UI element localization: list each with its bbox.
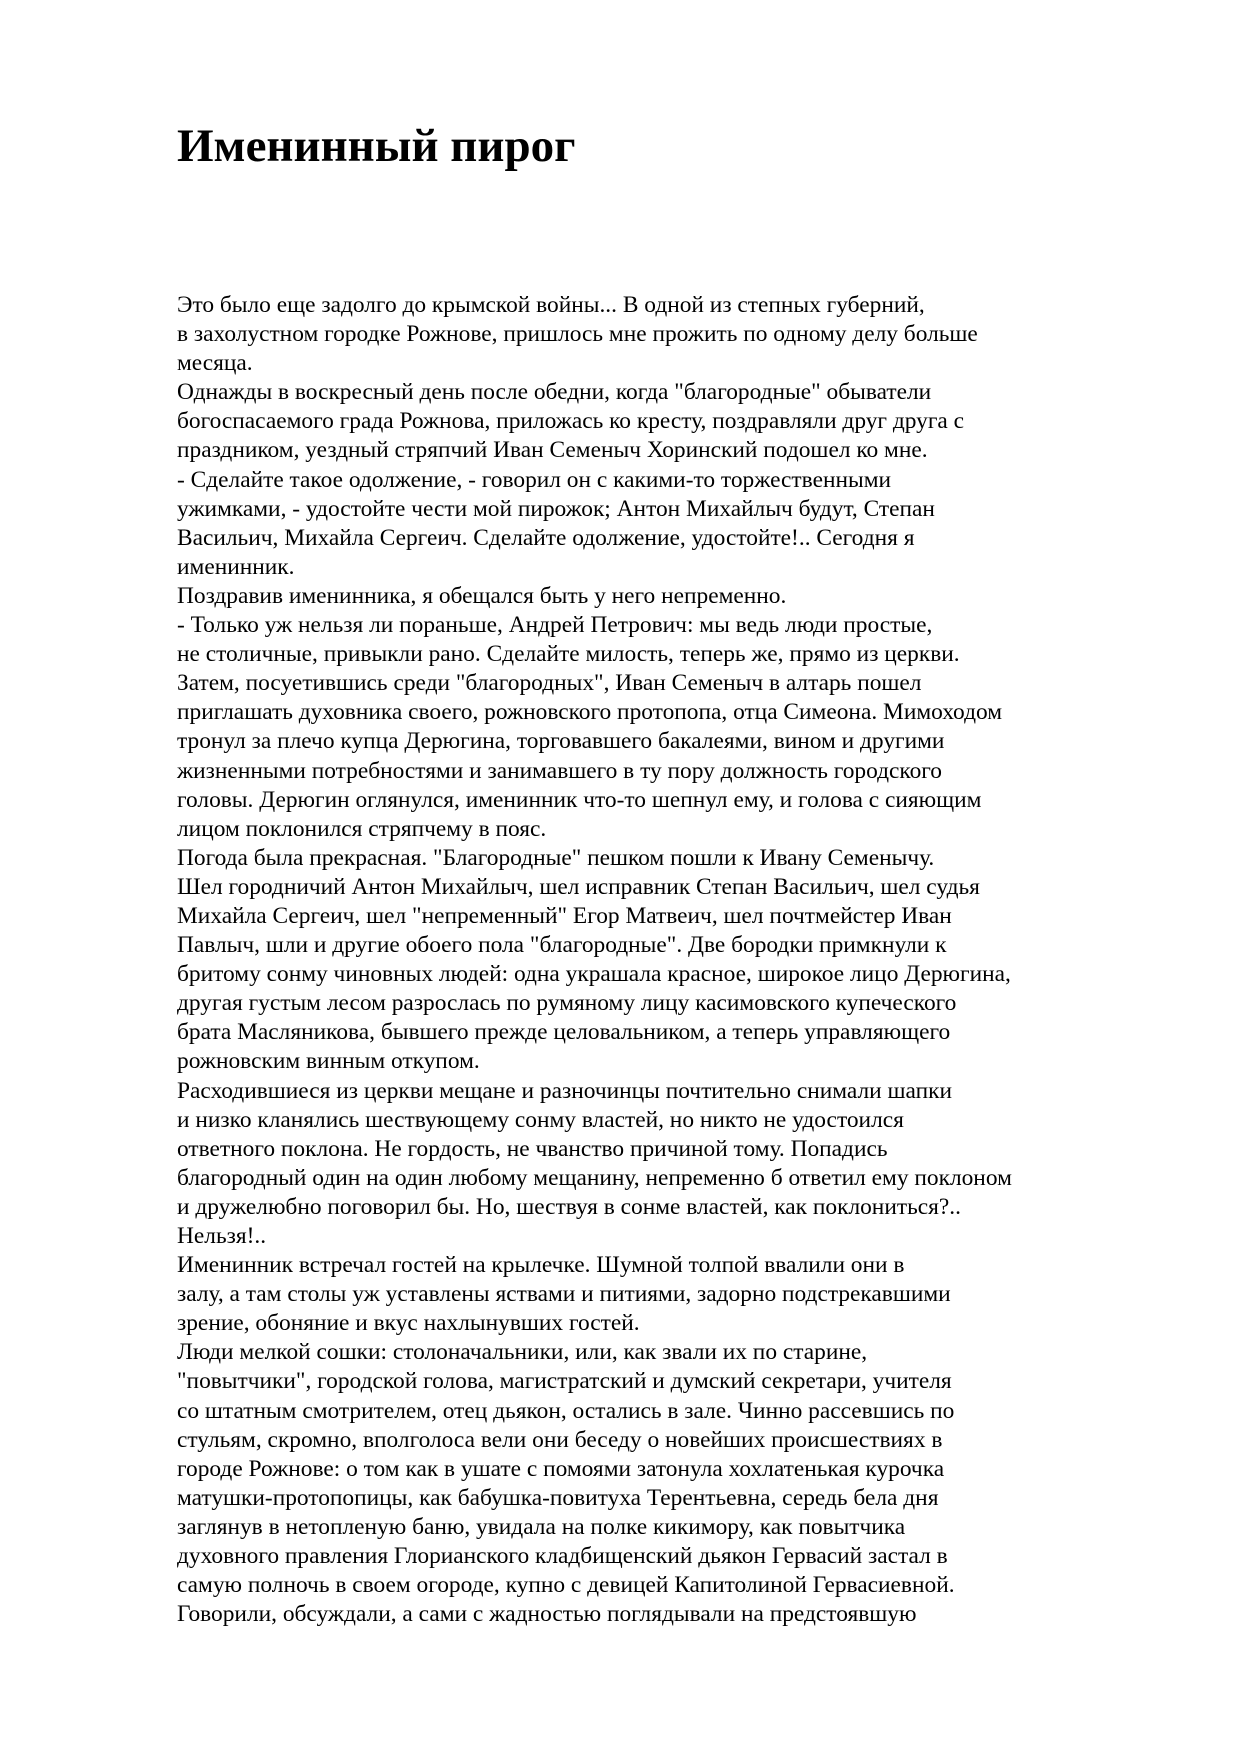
text-line: Затем, посуетившись среди "благородных", Иван Семеныч в алтарь пошел: [177, 670, 922, 697]
document-title: Именинный пирог: [177, 120, 576, 172]
text-line: Говорили, обсуждали, а сами с жадностью поглядывали на предстоявшую: [177, 1601, 917, 1628]
text-line: Шел городничий Антон Михайлыч, шел исправник Степан Васильич, шел судья: [177, 873, 980, 900]
text-line: ответного поклона. Не гордость, не чванство причиной тому. Попадись: [177, 1135, 888, 1162]
text-line: городе Рожнове: о том как в ушате с помоями затонула хохлатенькая курочка: [177, 1455, 945, 1482]
text-line: Расходившиеся из церкви мещане и разночинцы почтительно снимали шапки: [177, 1077, 952, 1104]
text-line: праздником, уездный стряпчий Иван Семеныч Хоринский подошел ко мне.: [177, 437, 928, 464]
text-line: другая густым лесом разрослась по румяному лицу касимовского купеческого: [177, 990, 957, 1017]
text-line: заглянув в нетопленую баню, увидала на полке кикимору, как повытчика: [177, 1513, 906, 1540]
text-line: именинник.: [177, 553, 295, 580]
text-line: в захолустном городке Рожнове, пришлось мне прожить по одному делу больше: [177, 321, 978, 348]
text-line: жизненными потребностями и занимавшего в ту пору должность городского: [177, 757, 942, 784]
text-line: "повытчики", городской голова, магистратский и думский секретари, учителя: [177, 1368, 952, 1395]
text-line: рожновским винным откупом.: [177, 1048, 480, 1075]
text-line: Нельзя!..: [177, 1223, 267, 1249]
text-line: брата Масляникова, бывшего прежде целовальником, а теперь управляющего: [177, 1019, 951, 1046]
text-line: ужимками, - удостойте чести мой пирожок; Антон Михайлыч будут, Степан: [177, 495, 935, 522]
text-line: богоспасаемого града Рожнова, приложась ко кресту, поздравляли друг друга с: [177, 408, 965, 435]
text-line: Васильич, Михайла Сергеич. Сделайте одолжение, удостойте!.. Сегодня я: [177, 524, 915, 551]
text-line: лицом поклонился стряпчему в пояс.: [177, 815, 547, 842]
text-line: - Только уж нельзя ли пораньше, Андрей Петрович: мы ведь люди простые,: [177, 612, 933, 639]
text-line: тронул за плечо купца Дерюгина, торговавшего бакалеями, вином и другими: [177, 728, 945, 755]
text-line: - Сделайте такое одолжение, - говорил он с какими-то торжественными: [177, 466, 892, 493]
text-line: духовного правления Глорианского кладбищенский дьякон Гервасий застал в: [177, 1543, 948, 1570]
text-line: Это было еще задолго до крымской войны... В одной из степных губерний,: [177, 292, 925, 318]
text-line: Погода была прекрасная. "Благородные" пешком пошли к Ивану Семенычу.: [177, 844, 935, 871]
text-line: Однажды в воскресный день после обедни, когда "благородные" обыватели: [177, 379, 932, 406]
text-line: со штатным смотрителем, отец дьякон, остались в зале. Чинно рассевшись по: [177, 1397, 955, 1424]
text-line: месяца.: [177, 350, 253, 377]
text-line: матушки-протопопицы, как бабушка-повитуха Терентьевна, середь бела дня: [177, 1484, 939, 1511]
text-line: Именинник встречал гостей на крылечке. Шумной толпой ввалили они в: [177, 1252, 905, 1279]
text-line: бритому сонму чиновных людей: одна украшала красное, широкое лицо Дерюгина,: [177, 961, 1011, 988]
text-line: и дружелюбно поговорил бы. Но, шествуя в сонме властей, как поклониться?..: [177, 1193, 961, 1220]
text-line: приглашать духовника своего, рожновского протопопа, отца Симеона. Мимоходом: [177, 699, 1003, 726]
text-line: зрение, обоняние и вкус нахлынувших гостей.: [177, 1310, 640, 1337]
text-line: благородный один на один любому мещанину, непременно б ответил ему поклоном: [177, 1164, 1012, 1191]
text-line: самую полночь в своем огороде, купно с девицей Капитолиной Гервасиевной.: [177, 1572, 955, 1599]
text-line: Павлыч, шли и другие обоего пола "благородные". Две бородки примкнули к: [177, 932, 947, 959]
text-line: Михайла Сергеич, шел "непременный" Егор Матвеич, шел почтмейстер Иван: [177, 902, 952, 929]
text-line: стульям, скромно, вполголоса вели они беседу о новейших происшествиях в: [177, 1426, 943, 1453]
text-line: не столичные, привыкли рано. Сделайте милость, теперь же, прямо из церкви.: [177, 641, 960, 668]
text-line: Поздравив именинника, я обещался быть у него непременно.: [177, 582, 787, 609]
text-line: залу, а там столы уж уставлены яствами и питиями, задорно подстрекавшими: [177, 1281, 951, 1308]
text-line: Люди мелкой сошки: столоначальники, или, как звали их по старине,: [177, 1339, 868, 1366]
text-line: и низко кланялись шествующему сонму властей, но никто не удостоился: [177, 1106, 904, 1133]
text-line: головы. Дерюгин оглянулся, именинник что-то шепнул ему, и голова с сияющим: [177, 786, 982, 813]
document-body: [177, 291, 1177, 1629]
